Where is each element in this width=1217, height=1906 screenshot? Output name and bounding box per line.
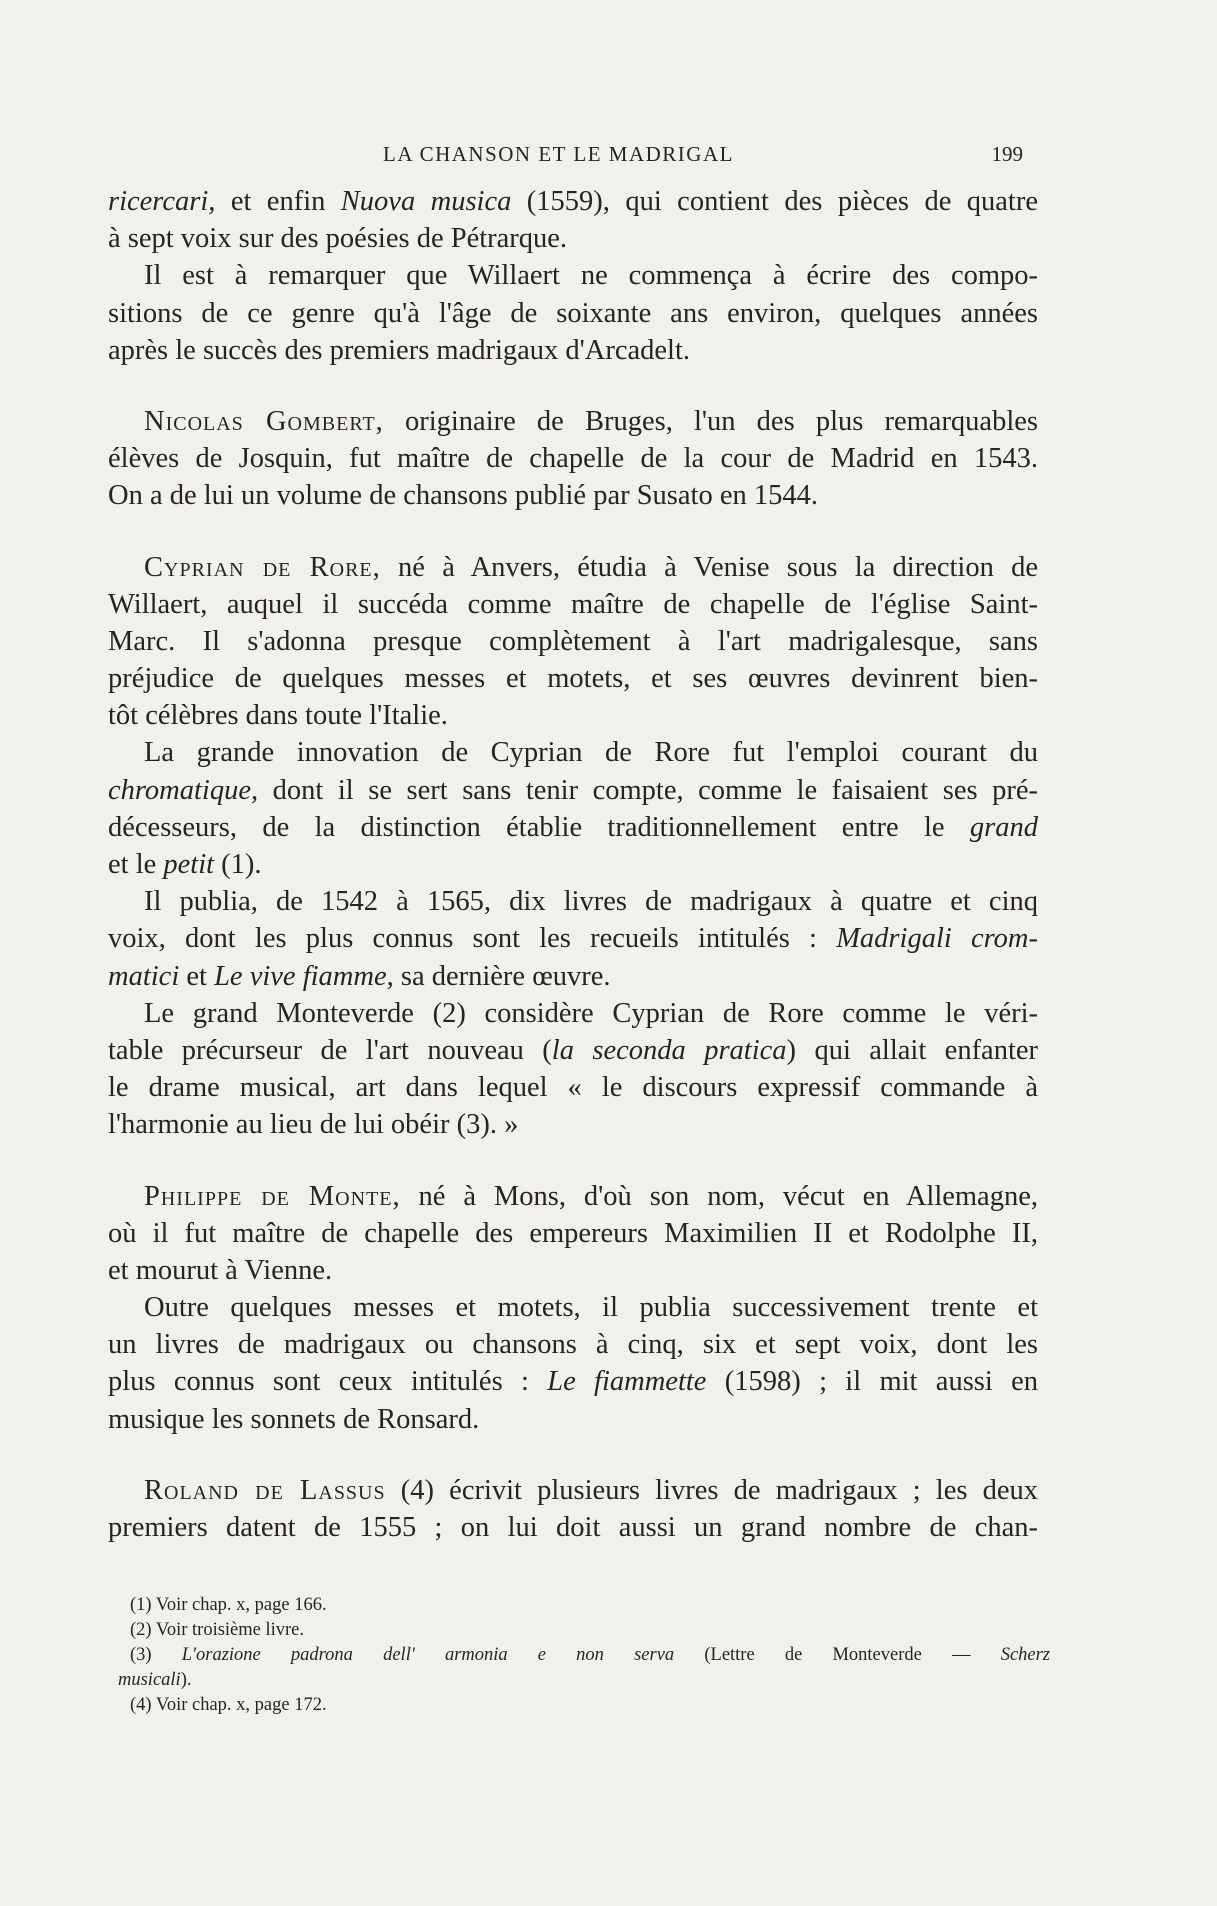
italic-title: Scherz [1000, 1645, 1051, 1665]
running-title: LA CHANSON ET LE MADRIGAL [383, 142, 734, 166]
text-line: musique les sonnets de Ronsard. [108, 1403, 480, 1435]
footnotes [118, 1593, 1051, 1718]
text-run: (1). [214, 849, 262, 880]
footnote-2: (2) Voir troisième livre. [130, 1620, 305, 1640]
text-run: né à Mons, d'où son nom, vécut en Allemagne, [400, 1180, 1038, 1212]
italic-term: petit [163, 849, 215, 880]
text-run: et le [108, 849, 164, 880]
text-line: Il est à remarquer que Willaert ne commença à écrire des compo- [144, 260, 1038, 292]
paragraph-gap [108, 515, 1038, 549]
italic-title: Le fiammette [547, 1366, 707, 1398]
text-run: (3) [130, 1645, 182, 1665]
running-head [130, 142, 1030, 172]
italic-title: Nuova musica [340, 186, 512, 217]
text-run: sa dernière œuvre. [393, 960, 611, 992]
footnote-1: (1) Voir chap. x, page 166. [130, 1595, 327, 1615]
italic-quote: L'orazione padrona dell' armonia e non serva [181, 1645, 675, 1665]
text-run: (4) écrivit plusieurs livres de madrigaux ; les deux [385, 1474, 1039, 1506]
text-line [108, 846, 1038, 883]
text-run: décesseurs, de la distinction établie traditionnellement entre le [108, 811, 970, 843]
text-line: On a de lui un volume de chansons publié par Susato en 1544. [108, 480, 818, 512]
italic-title: Madrigali crom- [836, 923, 1039, 955]
text-line: et mourut à Vienne. [108, 1254, 333, 1286]
footnote-3-continued [118, 1668, 1050, 1693]
text-run: et enfin [215, 186, 341, 217]
text-run: voix, dont les plus connus sont les recueils intitulés : [108, 923, 837, 955]
text-line [108, 1363, 1038, 1400]
text-line [108, 183, 1038, 220]
text-line: La grande innovation de Cyprian de Rore fut l'emploi courant du [144, 737, 1038, 769]
composer-name: Roland de Lassus [144, 1474, 386, 1506]
italic-term: grand [969, 811, 1038, 843]
paragraph-gap [108, 1144, 1038, 1178]
text-run: plus connus sont ceux intitulés : [108, 1366, 548, 1398]
text-run: (Lettre de Monteverde — [674, 1645, 1001, 1665]
text-run: originaire de Bruges, l'un des plus remarquables [383, 405, 1038, 437]
composer-name: Nicolas Gombert, [144, 405, 384, 437]
footnote-4: (4) Voir chap. x, page 172. [130, 1695, 327, 1715]
paragraph-gap [108, 1438, 1038, 1472]
text-line [108, 772, 1038, 809]
footnote-3 [130, 1643, 1050, 1668]
text-line: sitions de ce genre qu'à l'âge de soixante ans environ, quelques années [108, 297, 1038, 329]
text-line: Outre quelques messes et motets, il publia successivement trente et [144, 1292, 1038, 1324]
text-line [108, 1472, 1038, 1509]
text-line: l'harmonie au lieu de lui obéir (3). » [108, 1109, 519, 1141]
italic-title: matici [108, 960, 180, 992]
text-run: (1559), qui contient des pièces de quatre [511, 186, 1038, 217]
page-number: 199 [991, 142, 1023, 166]
text-line: premiers datent de 1555 ; on lui doit aussi un grand nombre de chan- [108, 1512, 1038, 1543]
text-line: préjudice de quelques messes et motets, et ses œuvres devinrent bien- [108, 663, 1038, 695]
text-line: Il publia, de 1542 à 1565, dix livres de madrigaux à quatre et cinq [144, 886, 1038, 918]
text-run: né à Anvers, étudia à Venise sous la direction de [380, 551, 1038, 583]
text-line: à sept voix sur des poésies de Pétrarque. [108, 223, 568, 255]
text-line [108, 1032, 1038, 1069]
text-line: où il fut maître de chapelle des empereurs Maximilien II et Rodolphe II, [108, 1217, 1038, 1249]
text-line: le drame musical, art dans lequel « le discours expressif commande à [108, 1072, 1038, 1104]
text-run: (1598) ; il mit aussi en [706, 1366, 1039, 1398]
text-run: et [179, 960, 215, 992]
text-line: après le succès des premiers madrigaux d'Arcadelt. [108, 334, 691, 366]
text-line [108, 809, 1038, 846]
italic-term: chromatique, [108, 774, 259, 806]
text-line: Marc. Il s'adonna presque complètement à l'art madrigalesque, sans [108, 625, 1038, 657]
text-run: dont il se sert sans tenir compte, comme le faisaient ses pré- [258, 774, 1038, 806]
text-run: ) qui allait enfanter [786, 1034, 1039, 1066]
body-text [108, 183, 1038, 1546]
composer-name: Cyprian de Rore, [144, 551, 381, 583]
italic-title: ricercari, [108, 186, 216, 217]
paragraph-gap [108, 369, 1038, 403]
text-line [108, 549, 1038, 586]
text-run: table précurseur de l'art nouveau ( [108, 1034, 552, 1066]
italic-title: Le vive fiamme, [214, 960, 394, 992]
text-line: élèves de Josquin, fut maître de chapelle de la cour de Madrid en 1543. [108, 443, 1038, 475]
text-line [108, 403, 1038, 440]
text-line: Le grand Monteverde (2) considère Cyprian de Rore comme le véri- [144, 997, 1038, 1029]
text-line: tôt célèbres dans toute l'Italie. [108, 700, 448, 732]
italic-title: musicali [118, 1670, 181, 1690]
text-line [108, 1178, 1038, 1215]
text-line: un livres de madrigaux ou chansons à cinq, six et sept voix, dont les [108, 1329, 1038, 1361]
composer-name: Philippe de Monte, [144, 1180, 401, 1212]
text-line [108, 958, 1038, 995]
text-line [108, 920, 1038, 957]
italic-term: la seconda pratica [551, 1034, 787, 1066]
text-run: ). [180, 1670, 192, 1690]
text-line: Willaert, auquel il succéda comme maître de chapelle de l'église Saint- [108, 588, 1038, 620]
